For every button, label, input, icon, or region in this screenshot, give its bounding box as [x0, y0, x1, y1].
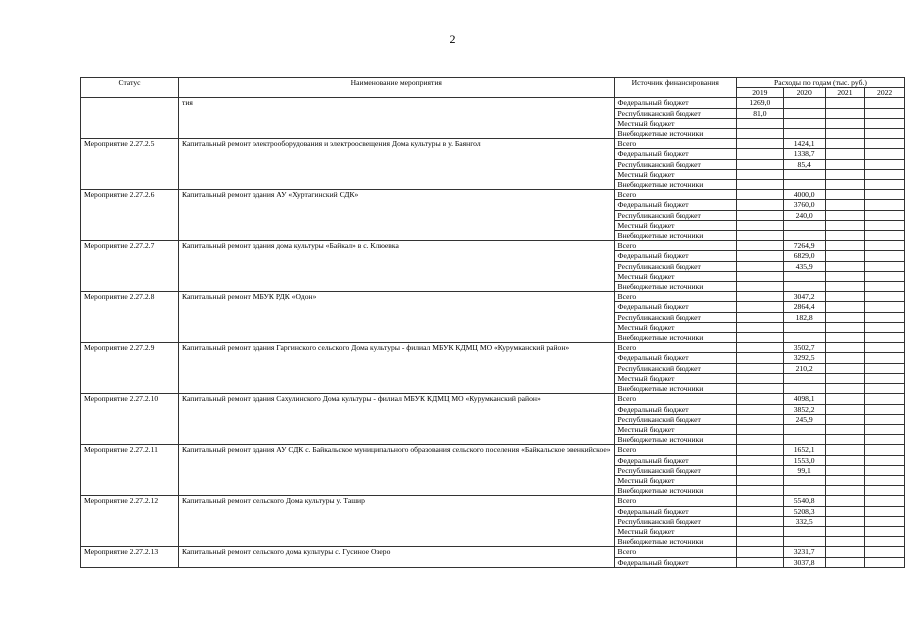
expense-value	[736, 118, 783, 128]
funding-source: Местный бюджет	[614, 169, 736, 179]
funding-source: Федеральный бюджет	[614, 302, 736, 312]
expense-value	[783, 231, 825, 241]
expense-value	[865, 149, 905, 159]
expense-value	[736, 353, 783, 363]
expense-value: 81,0	[736, 108, 783, 118]
funding-source: Федеральный бюджет	[614, 353, 736, 363]
header-name: Наименование мероприятия	[179, 78, 615, 98]
expense-value	[825, 373, 865, 383]
expense-value	[825, 180, 865, 190]
expense-value	[783, 384, 825, 394]
funding-source: Республиканский бюджет	[614, 210, 736, 220]
funding-source: Федеральный бюджет	[614, 200, 736, 210]
expense-value	[783, 220, 825, 230]
expense-value	[736, 414, 783, 424]
expense-value: 1652,1	[783, 445, 825, 455]
expense-value	[865, 526, 905, 536]
expense-value	[825, 98, 865, 108]
expense-value	[825, 435, 865, 445]
table-row	[81, 292, 905, 302]
header-status: Статус	[81, 78, 179, 98]
funding-source: Местный бюджет	[614, 475, 736, 485]
expense-value	[825, 475, 865, 485]
expense-value	[865, 384, 905, 394]
table-row	[81, 547, 905, 557]
expense-value: 3231,7	[783, 547, 825, 557]
funding-source: Республиканский бюджет	[614, 261, 736, 271]
expense-value: 210,2	[783, 363, 825, 373]
expense-value	[865, 190, 905, 200]
expense-value	[736, 445, 783, 455]
expense-value	[736, 200, 783, 210]
expense-value	[736, 455, 783, 465]
expense-value: 3852,2	[783, 404, 825, 414]
expense-value	[825, 200, 865, 210]
expense-value	[736, 231, 783, 241]
event-status	[81, 98, 179, 139]
table-row	[81, 190, 905, 200]
expense-value	[736, 526, 783, 536]
expense-value	[865, 516, 905, 526]
funding-source: Федеральный бюджет	[614, 506, 736, 516]
funding-source: Всего	[614, 343, 736, 353]
expense-value	[865, 363, 905, 373]
expense-value	[736, 333, 783, 343]
expense-value	[825, 322, 865, 332]
expense-value	[825, 363, 865, 373]
expense-value	[825, 282, 865, 292]
expense-value	[736, 241, 783, 251]
expense-value	[865, 322, 905, 332]
funding-source: Местный бюджет	[614, 526, 736, 536]
expense-value	[865, 394, 905, 404]
funding-source: Внебюджетные источники	[614, 333, 736, 343]
expense-value	[783, 180, 825, 190]
funding-source: Внебюджетные источники	[614, 180, 736, 190]
expense-value	[736, 169, 783, 179]
event-status: Мероприятие 2.27.2.7	[81, 241, 179, 292]
expense-value	[736, 149, 783, 159]
expense-value	[825, 220, 865, 230]
expense-value	[825, 343, 865, 353]
expense-value	[825, 404, 865, 414]
expense-value	[825, 465, 865, 475]
expense-value	[865, 373, 905, 383]
expense-value: 7264,9	[783, 241, 825, 251]
expense-value: 332,5	[783, 516, 825, 526]
event-status: Мероприятие 2.27.2.10	[81, 394, 179, 445]
expense-value	[736, 129, 783, 139]
expense-value	[865, 180, 905, 190]
expense-value	[865, 292, 905, 302]
expense-value	[865, 98, 905, 108]
financing-table	[80, 77, 905, 568]
expense-value	[736, 363, 783, 373]
event-status: Мероприятие 2.27.2.8	[81, 292, 179, 343]
funding-source: Внебюджетные источники	[614, 384, 736, 394]
funding-source: Всего	[614, 547, 736, 557]
expense-value	[825, 129, 865, 139]
expense-value: 1338,7	[783, 149, 825, 159]
expense-value	[865, 547, 905, 557]
expense-value	[736, 404, 783, 414]
expense-value	[736, 475, 783, 485]
event-name: Капитальный ремонт МБУК РДК «Одон»	[179, 292, 615, 343]
expense-value: 1424,1	[783, 139, 825, 149]
expense-value	[825, 169, 865, 179]
expense-value	[736, 139, 783, 149]
expense-value	[825, 210, 865, 220]
expense-value	[825, 333, 865, 343]
event-name: Капитальный ремонт сельского дома культуры с. Гусиное Озеро	[179, 547, 615, 567]
funding-source: Местный бюджет	[614, 322, 736, 332]
event-name: Капитальный ремонт здания Сахулинского Дома культуры - филиал МБУК КДМЦ МО «Курумканский район»	[179, 394, 615, 445]
table-row	[81, 139, 905, 149]
header-year: 2019	[736, 88, 783, 98]
header-year: 2022	[865, 88, 905, 98]
expense-value	[736, 384, 783, 394]
expense-value	[783, 322, 825, 332]
expense-value	[825, 516, 865, 526]
expense-value	[736, 506, 783, 516]
expense-value	[825, 292, 865, 302]
funding-source: Федеральный бюджет	[614, 251, 736, 261]
expense-value	[865, 537, 905, 547]
expense-value	[865, 251, 905, 261]
expense-value: 3037,8	[783, 557, 825, 567]
expense-value	[865, 200, 905, 210]
funding-source: Всего	[614, 241, 736, 251]
event-name: Капитальный ремонт здания АУ СДК с. Байкальское муниципального образования сельского поселения «Байкальское эвенкийское»	[179, 445, 615, 496]
expense-value	[825, 251, 865, 261]
funding-source: Внебюджетные источники	[614, 129, 736, 139]
expense-value	[736, 343, 783, 353]
event-name: тия	[179, 98, 615, 139]
event-status: Мероприятие 2.27.2.11	[81, 445, 179, 496]
expense-value	[783, 373, 825, 383]
expense-value	[865, 333, 905, 343]
expense-value	[865, 241, 905, 251]
expense-value	[736, 322, 783, 332]
expense-value	[865, 404, 905, 414]
expense-value	[865, 506, 905, 516]
expense-value: 3760,0	[783, 200, 825, 210]
funding-source: Внебюджетные источники	[614, 435, 736, 445]
event-name: Капитальный ремонт здания АУ «Хуртагинский СДК»	[179, 190, 615, 241]
expense-value	[825, 557, 865, 567]
expense-value	[825, 414, 865, 424]
event-status: Мероприятие 2.27.2.13	[81, 547, 179, 567]
expense-value	[783, 486, 825, 496]
expense-value: 85,4	[783, 159, 825, 169]
table-row	[81, 241, 905, 251]
funding-source: Федеральный бюджет	[614, 557, 736, 567]
expense-value: 1553,0	[783, 455, 825, 465]
expense-value	[736, 220, 783, 230]
expense-value	[865, 455, 905, 465]
expense-value	[825, 190, 865, 200]
expense-value: 99,1	[783, 465, 825, 475]
expense-value	[825, 139, 865, 149]
expense-value: 182,8	[783, 312, 825, 322]
expense-value	[865, 159, 905, 169]
funding-source: Всего	[614, 496, 736, 506]
header-year: 2021	[825, 88, 865, 98]
expense-value	[783, 435, 825, 445]
expense-value	[783, 282, 825, 292]
funding-source: Местный бюджет	[614, 271, 736, 281]
expense-value: 2864,4	[783, 302, 825, 312]
expense-value	[825, 261, 865, 271]
table-row	[81, 496, 905, 506]
expense-value	[865, 271, 905, 281]
expense-value	[825, 547, 865, 557]
expense-value	[736, 557, 783, 567]
expense-value: 3502,7	[783, 343, 825, 353]
funding-source: Местный бюджет	[614, 424, 736, 434]
event-name: Капитальный ремонт сельского Дома культуры у. Ташир	[179, 496, 615, 547]
funding-source: Федеральный бюджет	[614, 149, 736, 159]
expense-value	[865, 435, 905, 445]
expense-value: 4098,1	[783, 394, 825, 404]
expense-value	[825, 159, 865, 169]
expense-value	[736, 465, 783, 475]
funding-source: Республиканский бюджет	[614, 312, 736, 322]
expense-value	[783, 424, 825, 434]
expense-value	[783, 271, 825, 281]
expense-value	[825, 424, 865, 434]
expense-value	[736, 394, 783, 404]
header-source: Источник финансирования	[614, 78, 736, 98]
funding-source: Внебюджетные источники	[614, 282, 736, 292]
expense-value	[865, 445, 905, 455]
expense-value	[736, 282, 783, 292]
expense-value	[825, 241, 865, 251]
expense-value	[865, 261, 905, 271]
expense-value	[736, 292, 783, 302]
page-number: 2	[449, 32, 456, 46]
header-expenses: Расходы по годам (тыс. руб.)	[736, 78, 904, 88]
table-row	[81, 445, 905, 455]
expense-value	[825, 394, 865, 404]
funding-source: Внебюджетные источники	[614, 486, 736, 496]
event-name: Капитальный ремонт электрооборудования и электроосвещения Дома культуры в у. Баянгол	[179, 139, 615, 190]
expense-value	[736, 302, 783, 312]
expense-value	[865, 424, 905, 434]
expense-value	[825, 537, 865, 547]
expense-value	[736, 180, 783, 190]
expense-value: 1269,0	[736, 98, 783, 108]
expense-value	[736, 486, 783, 496]
funding-source: Федеральный бюджет	[614, 98, 736, 108]
expense-value	[865, 169, 905, 179]
event-name: Капитальный ремонт здания дома культуры «Байкал» в с. Клюевка	[179, 241, 615, 292]
expense-value	[825, 118, 865, 128]
expense-value	[865, 312, 905, 322]
funding-source: Всего	[614, 190, 736, 200]
expense-value	[736, 424, 783, 434]
expense-value	[865, 302, 905, 312]
expense-value	[783, 108, 825, 118]
table-body	[81, 98, 905, 567]
expense-value	[825, 108, 865, 118]
expense-value	[865, 129, 905, 139]
funding-source: Местный бюджет	[614, 118, 736, 128]
table-row	[81, 98, 905, 108]
expense-value	[736, 312, 783, 322]
funding-source: Всего	[614, 394, 736, 404]
funding-source: Всего	[614, 139, 736, 149]
expense-value	[825, 526, 865, 536]
expense-value: 245,9	[783, 414, 825, 424]
expense-value	[865, 139, 905, 149]
funding-source: Республиканский бюджет	[614, 159, 736, 169]
expense-value	[865, 496, 905, 506]
expense-value	[865, 118, 905, 128]
expense-value	[736, 251, 783, 261]
funding-source: Федеральный бюджет	[614, 404, 736, 414]
expense-value	[865, 465, 905, 475]
expense-value	[783, 475, 825, 485]
funding-source: Внебюджетные источники	[614, 537, 736, 547]
expense-value	[783, 526, 825, 536]
funding-source: Республиканский бюджет	[614, 465, 736, 475]
event-name: Капитальный ремонт здания Гаргинского сельского Дома культуры - филиал МБУК КДМЦ МО «Курумканский район»	[179, 343, 615, 394]
expense-value	[736, 516, 783, 526]
funding-source: Федеральный бюджет	[614, 455, 736, 465]
expense-value	[865, 343, 905, 353]
event-status: Мероприятие 2.27.2.12	[81, 496, 179, 547]
funding-source: Всего	[614, 445, 736, 455]
expense-value	[865, 475, 905, 485]
expense-value	[736, 271, 783, 281]
expense-value: 4000,0	[783, 190, 825, 200]
expense-value	[865, 210, 905, 220]
expense-value: 3047,2	[783, 292, 825, 302]
expense-value	[736, 210, 783, 220]
expense-value	[736, 261, 783, 271]
expense-value	[825, 384, 865, 394]
expense-value: 5208,3	[783, 506, 825, 516]
expense-value	[736, 435, 783, 445]
expense-value	[865, 231, 905, 241]
expense-value	[825, 302, 865, 312]
header-year: 2020	[783, 88, 825, 98]
expense-value	[783, 118, 825, 128]
expense-value	[736, 159, 783, 169]
expense-value: 435,9	[783, 261, 825, 271]
expense-value: 6829,0	[783, 251, 825, 261]
funding-source: Республиканский бюджет	[614, 363, 736, 373]
expense-value	[736, 373, 783, 383]
expense-value	[865, 557, 905, 567]
event-status: Мероприятие 2.27.2.5	[81, 139, 179, 190]
expense-value	[825, 312, 865, 322]
expense-value	[783, 98, 825, 108]
expense-value	[825, 445, 865, 455]
expense-value: 3292,5	[783, 353, 825, 363]
funding-source: Внебюджетные источники	[614, 231, 736, 241]
expense-value	[736, 496, 783, 506]
expense-value	[736, 537, 783, 547]
expense-value	[736, 190, 783, 200]
expense-value	[865, 353, 905, 363]
expense-value: 240,0	[783, 210, 825, 220]
funding-source: Республиканский бюджет	[614, 414, 736, 424]
expense-value	[825, 506, 865, 516]
expense-value	[783, 537, 825, 547]
funding-source: Республиканский бюджет	[614, 108, 736, 118]
funding-source: Местный бюджет	[614, 373, 736, 383]
funding-source: Республиканский бюджет	[614, 516, 736, 526]
expense-value	[825, 271, 865, 281]
expense-value	[865, 282, 905, 292]
expense-value	[736, 547, 783, 557]
expense-value	[825, 149, 865, 159]
expense-value	[825, 231, 865, 241]
table-row	[81, 394, 905, 404]
expense-value	[783, 333, 825, 343]
funding-source: Местный бюджет	[614, 220, 736, 230]
expense-value	[865, 414, 905, 424]
funding-source: Всего	[614, 292, 736, 302]
event-status: Мероприятие 2.27.2.6	[81, 190, 179, 241]
expense-value	[865, 220, 905, 230]
expense-value	[825, 455, 865, 465]
expense-value	[783, 169, 825, 179]
expense-value	[865, 486, 905, 496]
expense-value	[825, 486, 865, 496]
expense-value	[825, 496, 865, 506]
expense-value: 5540,8	[783, 496, 825, 506]
event-status: Мероприятие 2.27.2.9	[81, 343, 179, 394]
table-row	[81, 343, 905, 353]
expense-value	[783, 129, 825, 139]
expense-value	[865, 108, 905, 118]
expense-value	[825, 353, 865, 363]
